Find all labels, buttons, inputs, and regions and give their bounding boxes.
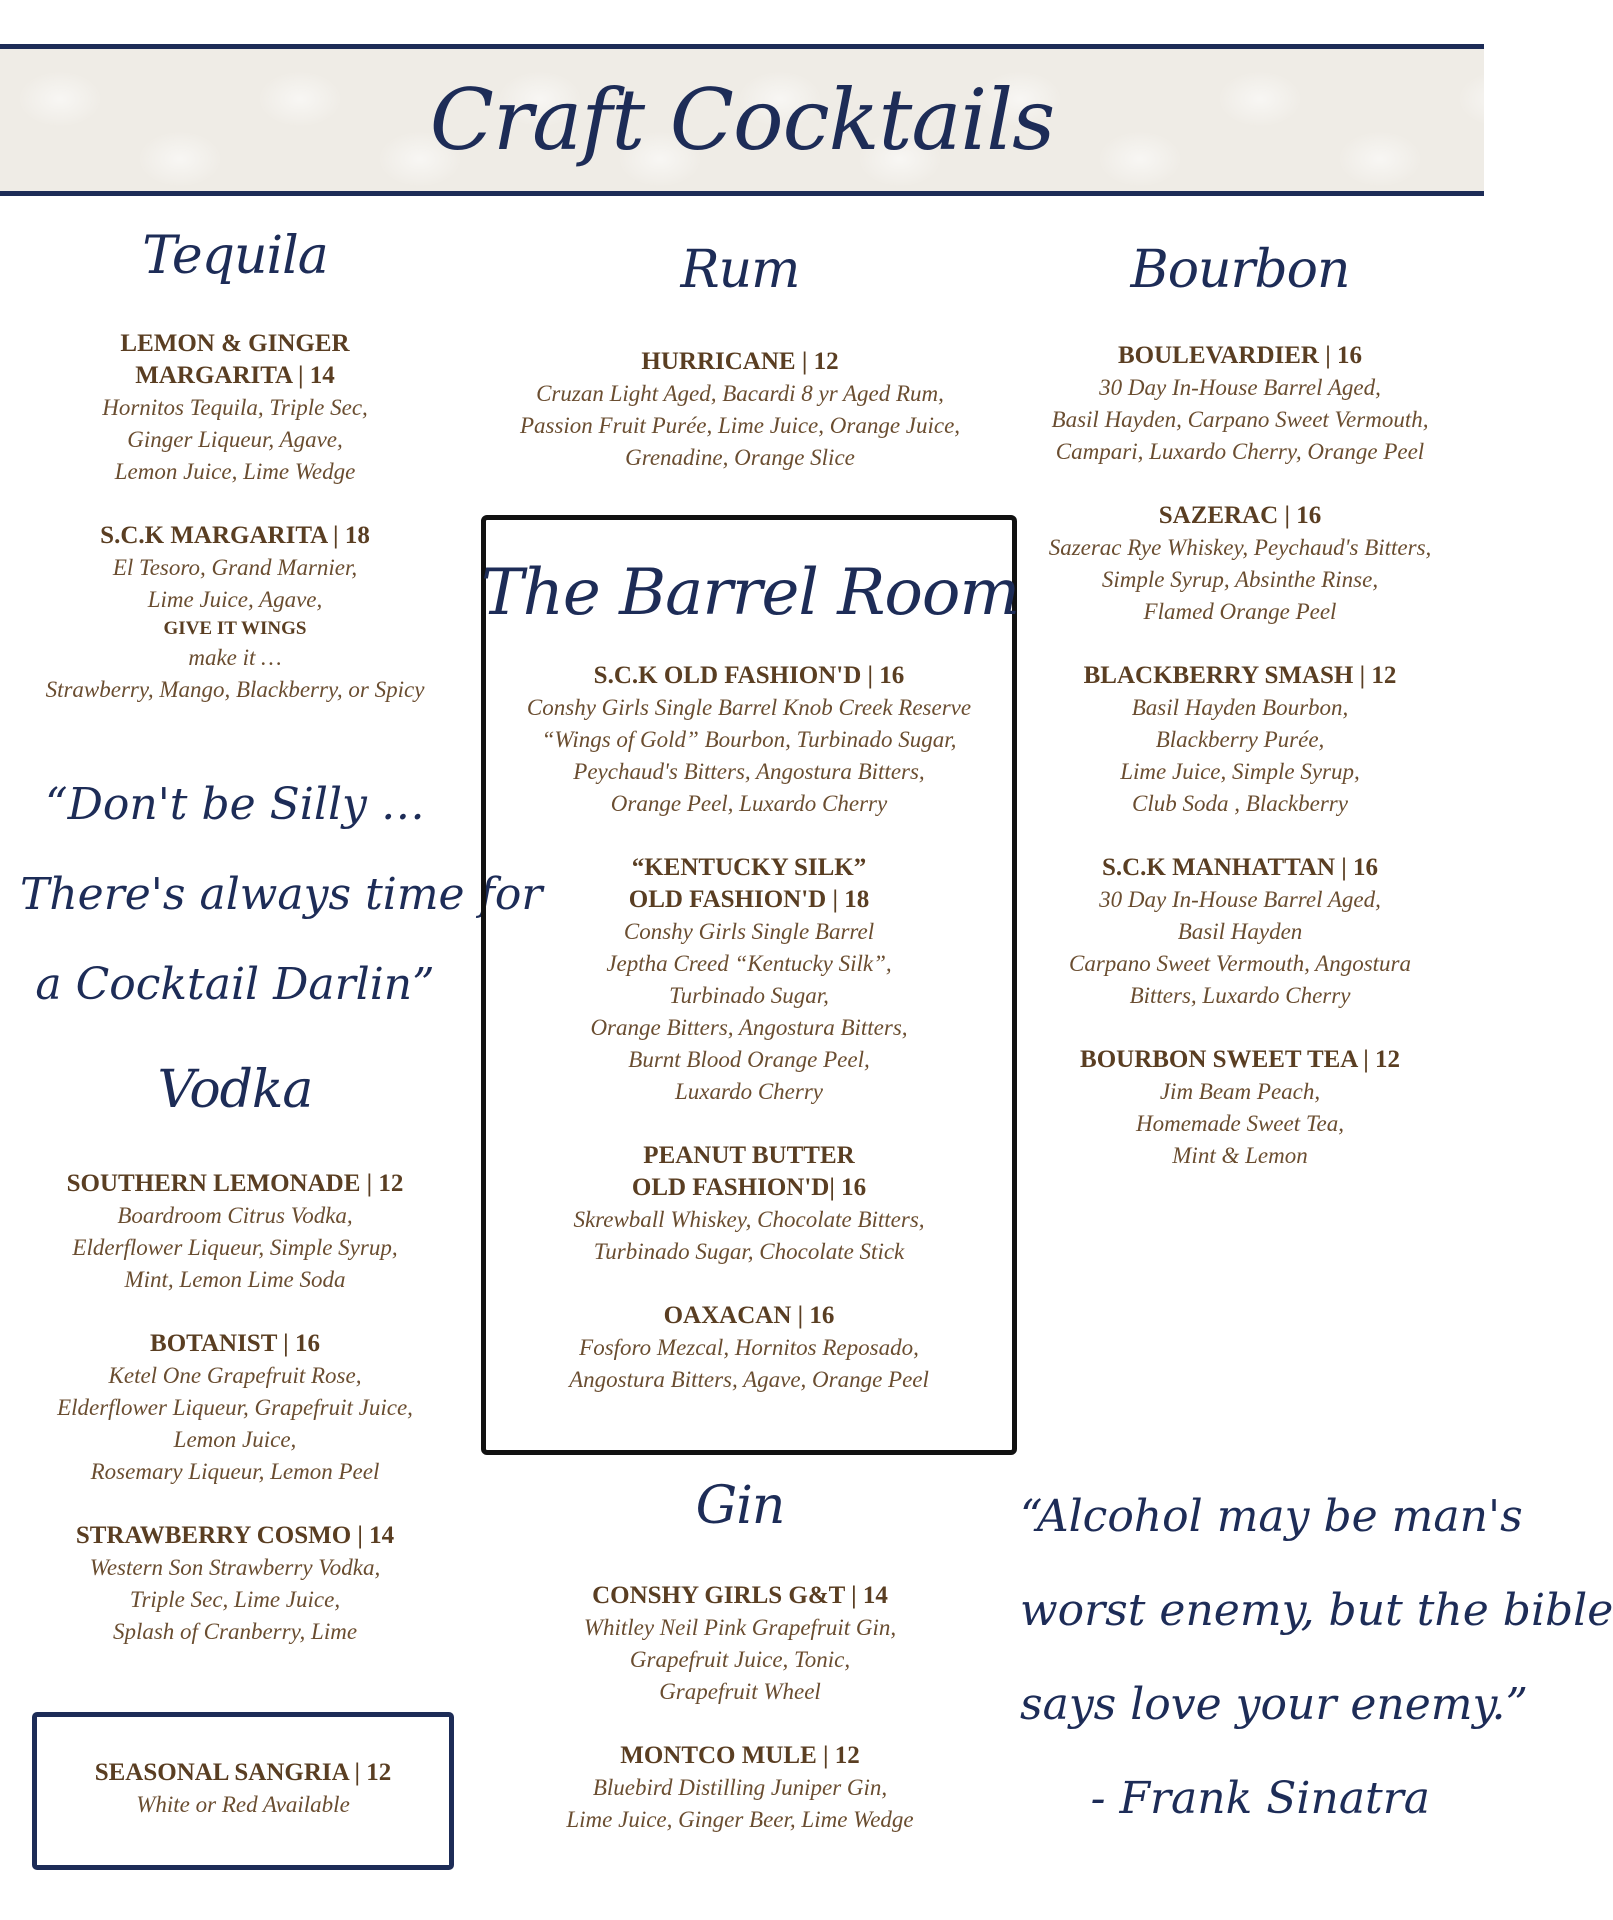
item-desc: Lime Juice, Ginger Beer, Lime Wedge [566,1807,914,1832]
item-name: SOUTHERN LEMONADE | 12 [66,1170,404,1197]
item-name: MARGARITA | 14 [135,362,335,389]
item-name: OLD FASHION'D | 18 [628,886,870,913]
item-desc: Conshy Girls Single Barrel [623,919,875,944]
item-name: MONTCO MULE | 12 [620,1742,860,1769]
item-desc: Ginger Liqueur, Agave, [127,427,343,452]
menu-item-sazerac [1030,500,1450,628]
item-desc: White or Red Available [136,1792,350,1817]
item-desc: Lime Juice, Simple Syrup, [1120,759,1360,784]
item-desc: Grapefruit Juice, Tonic, [629,1647,851,1672]
quote-line: a Cocktail Darlin” [35,959,435,1010]
item-desc: Elderflower Liqueur, Simple Syrup, [72,1235,398,1260]
item-name: PEANUT BUTTER [643,1142,855,1169]
item-desc: Jim Beam Peach, [1159,1079,1321,1104]
item-desc: Orange Peel, Luxardo Cherry [610,791,888,816]
item-name: SAZERAC | 16 [1158,502,1322,529]
item-desc: Turbinado Sugar, [669,983,829,1008]
quote-left [20,760,543,1030]
menu-item-southern-lemonade [20,1168,450,1296]
item-desc: Carpano Sweet Vermouth, Angostura [1068,951,1412,976]
quote-right [1020,1470,1613,1846]
item-desc: Mint & Lemon [1172,1143,1308,1168]
quote-line: “Alcohol may be man's [1020,1491,1523,1542]
item-name: “KENTUCKY SILK” [631,854,867,881]
item-desc: Hornitos Tequila, Triple Sec, [102,395,368,420]
menu-item-sck-margarita [20,520,450,706]
item-desc: Lime Juice, Agave, [147,587,323,612]
item-name: S.C.K OLD FASHION'D | 16 [593,662,905,689]
item-desc: Cruzan Light Aged, Bacardi 8 yr Aged Rum, [536,381,944,406]
item-desc: Basil Hayden [1177,919,1303,944]
item-desc: Basil Hayden, Carpano Sweet Vermouth, [1051,407,1429,432]
menu-item-conshy-girls-gt [500,1580,980,1708]
item-desc: Splash of Cranberry, Lime [112,1619,358,1644]
item-name: BOULEVARDIER | 16 [1118,342,1362,369]
item-desc: Boardroom Citrus Vodka, [117,1203,353,1228]
item-desc: Triple Sec, Lime Juice, [129,1587,341,1612]
item-name: S.C.K MANHATTAN | 16 [1101,854,1379,881]
quote-line: worst enemy, but the bible [1020,1585,1613,1636]
page-title: Craft Cocktails [429,71,1055,169]
menu-item-peanut-butter-old-fashiond [481,1140,1017,1268]
item-desc: Western Son Strawberry Vodka, [89,1555,381,1580]
item-desc: Sazerac Rye Whiskey, Peychaud's Bitters, [1048,535,1432,560]
menu-item-bourbon-sweet-tea [1030,1044,1450,1172]
item-desc: Grapefruit Wheel [659,1679,821,1704]
item-desc: Club Soda , Blackberry [1132,791,1348,816]
item-desc: Flamed Orange Peel [1143,599,1337,624]
section-heading-rum: Rum [680,240,800,300]
menu-item-sck-old-fashiond [481,660,1017,820]
item-desc: Turbinado Sugar, Chocolate Stick [593,1239,905,1264]
item-desc: Ketel One Grapefruit Rose, [108,1363,362,1388]
item-name: LEMON & GINGER [120,330,350,357]
menu-item-hurricane [500,346,980,474]
item-desc: 30 Day In-House Barrel Aged, [1099,375,1381,400]
menu-item-botanist [20,1328,450,1488]
item-desc: Burnt Blood Orange Peel, [628,1047,870,1072]
item-desc: Elderflower Liqueur, Grapefruit Juice, [57,1395,413,1420]
item-name: BLACKBERRY SMASH | 12 [1083,662,1397,689]
section-heading-tequila: Tequila [142,226,328,286]
item-desc: make it … [188,645,282,670]
item-desc: Mint, Lemon Lime Soda [124,1267,346,1292]
menu-item-kentucky-silk-old-fashiond [481,852,1017,1108]
item-desc: Skrewball Whiskey, Chocolate Bitters, [573,1207,925,1232]
item-subtitle: GIVE IT WINGS [163,618,307,639]
item-desc: Angostura Bitters, Agave, Orange Peel [569,1367,929,1392]
section-heading-vodka: Vodka [157,1060,313,1120]
menu-item-montco-mule [500,1740,980,1836]
menu-item-blackberry-smash [1030,660,1450,820]
item-desc: Jeptha Creed “Kentucky Silk”, [606,951,892,976]
item-desc: Blackberry Purée, [1155,727,1325,752]
item-desc: Luxardo Cherry [674,1079,823,1104]
item-name: OAXACAN | 16 [663,1302,835,1329]
item-desc: Whitley Neil Pink Grapefruit Gin, [583,1615,897,1640]
item-desc: Fosforo Mezcal, Hornitos Reposado, [579,1335,919,1360]
item-desc: Passion Fruit Purée, Lime Juice, Orange Juice, [519,413,961,438]
item-desc: El Tesoro, Grand Marnier, [112,555,358,580]
menu-item-strawberry-cosmo [20,1520,450,1648]
quote-line: says love your enemy.” [1020,1679,1529,1730]
section-heading-gin: Gin [695,1476,785,1536]
menu-item-boulevardier [1030,340,1450,468]
item-name: BOURBON SWEET TEA | 12 [1080,1046,1400,1073]
item-name: OLD FASHION'D| 16 [631,1174,867,1201]
item-desc: “Wings of Gold” Bourbon, Turbinado Sugar, [541,727,957,752]
item-name: STRAWBERRY COSMO | 14 [75,1522,395,1549]
item-name: CONSHY GIRLS G&T | 14 [592,1582,888,1609]
item-desc: Orange Bitters, Angostura Bitters, [590,1015,908,1040]
item-desc: Peychaud's Bitters, Angostura Bitters, [573,759,925,784]
menu-item-oaxacan [481,1300,1017,1396]
item-desc: Lemon Juice, Lime Wedge [114,459,356,484]
item-desc: Rosemary Liqueur, Lemon Peel [90,1459,380,1484]
item-name: S.C.K MARGARITA | 18 [100,522,370,549]
section-heading-barrel-room: The Barrel Room [481,556,1020,630]
menu-item-sck-manhattan [1030,852,1450,1012]
section-heading-bourbon: Bourbon [1130,240,1350,300]
item-desc: Conshy Girls Single Barrel Knob Creek Reserve [526,695,972,720]
header-banner [0,44,1484,196]
item-name: HURRICANE | 12 [641,348,839,375]
item-desc: Campari, Luxardo Cherry, Orange Peel [1055,439,1425,464]
item-name: SEASONAL SANGRIA | 12 [94,1759,392,1786]
item-desc: 30 Day In-House Barrel Aged, [1099,887,1381,912]
quote-line: There's always time for [20,869,543,920]
item-desc: Simple Syrup, Absinthe Rinse, [1101,567,1379,592]
item-name: BOTANIST | 16 [150,1330,320,1357]
item-desc: Lemon Juice, [173,1427,297,1452]
quote-line: “Don't be Silly … [45,779,425,830]
item-desc: Strawberry, Mango, Blackberry, or Spicy [45,677,425,702]
item-desc: Basil Hayden Bourbon, [1131,695,1349,720]
quote-attribution: - Frank Sinatra [1090,1773,1430,1824]
menu-item-seasonal-sangria [32,1757,454,1821]
item-desc: Bitters, Luxardo Cherry [1129,983,1351,1008]
menu-item-lemon-ginger-margarita [30,328,440,488]
item-desc: Homemade Sweet Tea, [1135,1111,1345,1136]
item-desc: Bluebird Distilling Juniper Gin, [592,1775,888,1800]
item-desc: Grenadine, Orange Slice [625,445,855,470]
